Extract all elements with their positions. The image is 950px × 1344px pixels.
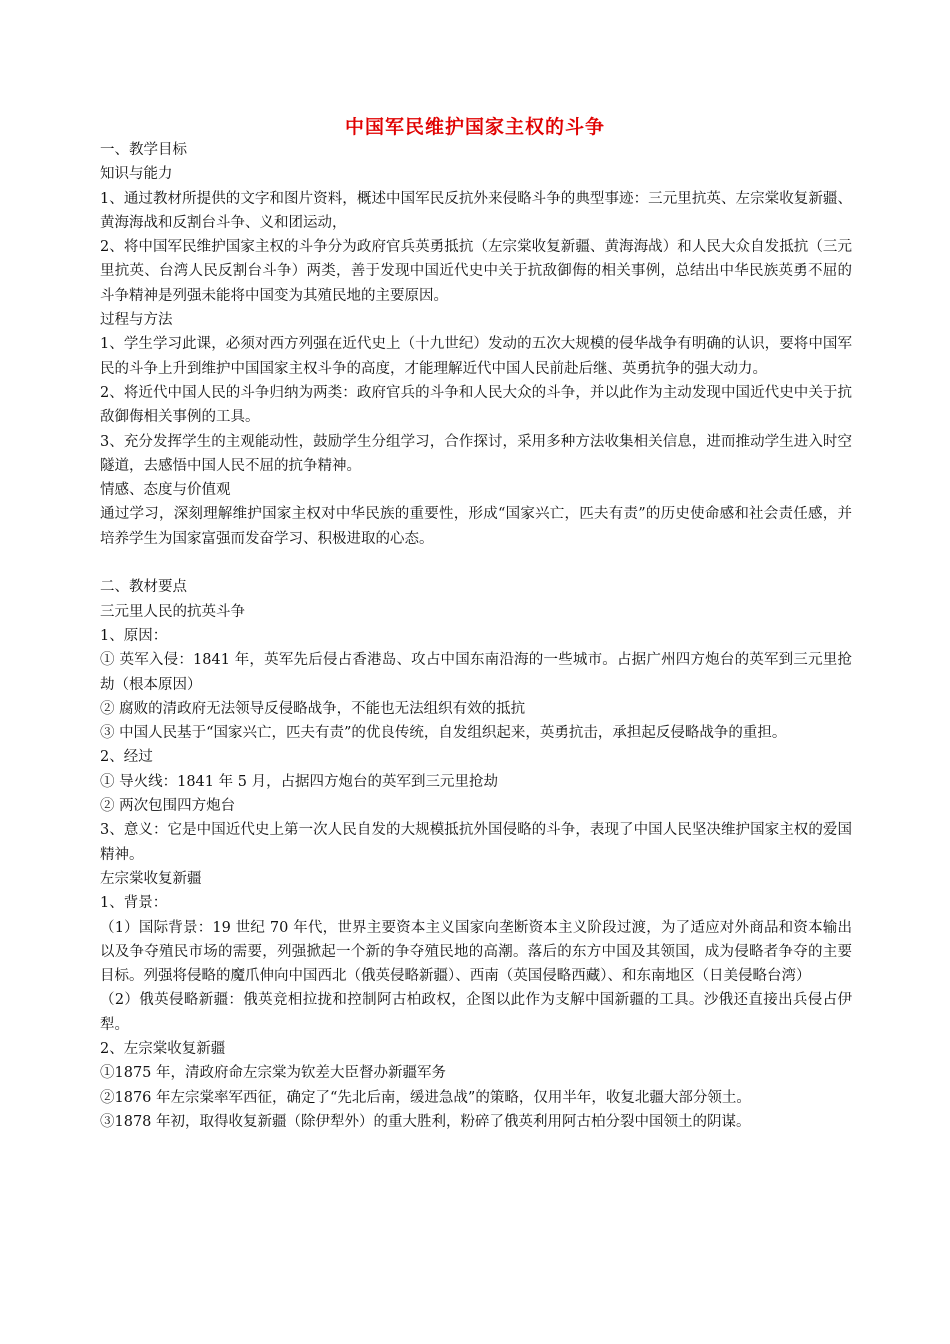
paragraph: ① 英军入侵：1841 年，英军先后侵占香港岛、攻占中国东南沿海的一些城市。占据广州四方炮台的英军到三元里抢劫（根本原因） xyxy=(100,652,852,693)
paragraph: 三元里人民的抗英斗争 xyxy=(100,603,245,620)
paragraph: （1）国际背景：19 世纪 70 年代，世界主要资本主义国家向垄断资本主义阶段过渡，为了适应对外商品和资本输出以及争夺殖民市场的需要，列强掀起一个新的争夺殖民地的高潮。落后的东方中国及其领国，成为侵略者争夺的主要目标。列强将侵略的魔爪伸向中国西北（俄英侵略新疆）、西南（英国侵略西藏）、和东南地区（日美侵略台湾） xyxy=(100,919,852,985)
paragraph: 3、意义：它是中国近代史上第一次人民自发的大规模抵抗外国侵略的斗争，表现了中国人民坚决维护国家主权的爱国精神。 xyxy=(100,822,852,863)
paragraph: 情感、态度与价值观 xyxy=(100,482,231,499)
paragraph: 1、背景： xyxy=(100,895,168,912)
paragraph: ①1875 年，清政府命左宗棠为钦差大臣督办新疆军务 xyxy=(100,1065,447,1082)
paragraph: 一、教学目标 xyxy=(100,142,187,158)
paragraph: ③1878 年初，取得收复新疆（除伊犁外）的重大胜利，粉碎了俄英利用阿古柏分裂中国领土的阴谋。 xyxy=(100,1113,751,1130)
paragraph: 二、教材要点 xyxy=(100,579,187,596)
paragraph: 3、充分发挥学生的主观能动性，鼓励学生分组学习，合作探讨，采用多种方法收集相关信息，进而推动学生进入时空隧道，去感悟中国人民不屈的抗争精神。 xyxy=(100,433,852,474)
paragraph: 2、经过 xyxy=(100,749,153,766)
paragraph: 过程与方法 xyxy=(100,312,173,329)
document-body xyxy=(100,138,852,1134)
paragraph: 1、原因： xyxy=(100,627,168,644)
paragraph: ② 两次包围四方炮台 xyxy=(100,798,236,815)
blank-line xyxy=(100,551,852,575)
paragraph: ② 腐败的清政府无法领导反侵略战争，不能也无法组织有效的抵抗 xyxy=(100,700,526,717)
paragraph: 2、左宗棠收复新疆 xyxy=(100,1040,226,1057)
paragraph: ②1876 年左宗棠率军西征，确定了“先北后南，缓进急战”的策略，仅用半年，收复北疆大部分领土。 xyxy=(100,1089,751,1106)
paragraph: 1、学生学习此课，必须对西方列强在近代史上（十九世纪）发动的五次大规模的侵华战争有明确的认识，要将中国军民的斗争上升到维护中国国家主权斗争的高度，才能理解近代中国人民前赴后继、英勇抗争的强大动力。 xyxy=(100,336,852,377)
document-title: 中国军民维护国家主权的斗争 xyxy=(344,116,605,138)
paragraph: 知识与能力 xyxy=(100,166,173,183)
paragraph: ① 导火线：1841 年 5 月，占据四方炮台的英军到三元里抢劫 xyxy=(100,773,499,790)
paragraph: 2、将近代中国人民的斗争归纳为两类：政府官兵的斗争和人民大众的斗争，并以此作为主动发现中国近代史中关于抗敌御侮相关事例的工具。 xyxy=(100,384,852,426)
paragraph: 通过学习，深刻理解维护国家主权对中华民族的重要性，形成“国家兴亡，匹夫有责”的历史使命感和社会责任感，并培养学生为国家富强而发奋学习、积极进取的心态。 xyxy=(100,506,852,547)
paragraph: （2）俄英侵略新疆：俄英竞相拉拢和控制阿古柏政权，企图以此作为支解中国新疆的工具。沙俄还直接出兵侵占伊犁。 xyxy=(100,992,852,1033)
paragraph: 2、将中国军民维护国家主权的斗争分为政府官兵英勇抵抗（左宗棠收复新疆、黄海海战）和人民大众自发抵抗（三元里抗英、台湾人民反割台斗争）两类，善于发现中国近代史中关于抗敌御侮的相关事例，总结出中华民族英勇不屈的斗争精神是列强未能将中国变为其殖民地的主要原因。 xyxy=(100,239,852,304)
paragraph: 左宗棠收复新疆 xyxy=(100,870,202,887)
paragraph: 1、通过教材所提供的文字和图片资料，概述中国军民反抗外来侵略斗争的典型事迹：三元里抗英、左宗棠收复新疆、黄海海战和反割台斗争、义和团运动， xyxy=(100,190,852,231)
paragraph: ③ 中国人民基于“国家兴亡，匹夫有责”的优良传统，自发组织起来，英勇抗击，承担起反侵略战争的重担。 xyxy=(100,725,787,742)
